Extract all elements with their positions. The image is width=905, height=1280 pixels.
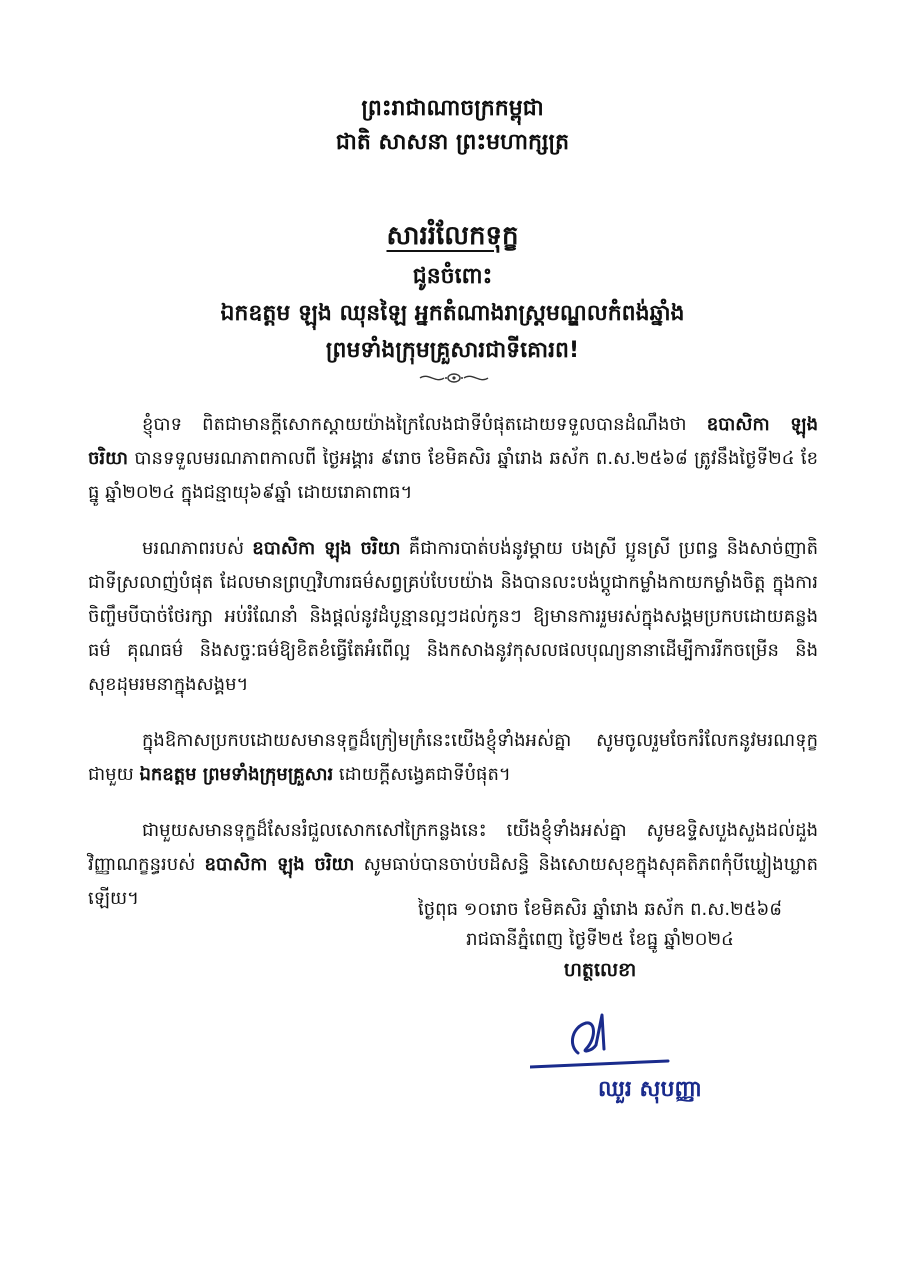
solar-date: រាជធានីភ្នំពេញ ថ្ងៃទី២៥ ខែធ្នូ ឆ្នាំ២០២៤ (466, 929, 734, 950)
letter-header (0, 92, 905, 160)
paragraph-text: ជាមួយសមានទុក្ខដ៏សែនរំជួលសោកសៅក្រៃកន្លងនេះ យើងខ្ញុំទាំងអស់គ្នា សូមឧទ្ទិសបួងសួងដល់ដួងវិញ្ញាណក្ខន្ធរបស់ (88, 820, 818, 875)
date-block (390, 895, 810, 985)
ornament-divider-icon (418, 370, 490, 386)
addressee-line-2: ព្រមទាំងក្រុមគ្រួសារជាទីគោរព! (325, 338, 580, 363)
paragraph-3 (88, 724, 818, 792)
paragraph-2 (88, 532, 818, 702)
letter-title-block (0, 216, 905, 256)
lunar-date: ថ្ងៃពុធ ១០រោច ខែមិគសិរ ឆ្នាំរោង ឆស័ក ព.ស.២៥៦៨ (418, 899, 782, 920)
addressee-line-1: ឯកឧត្តម ឡុង ឈុនឡៃ អ្នកតំណាងរាស្ត្រមណ្ឌលកំពង់ឆ្នាំង (220, 301, 685, 326)
paragraph-text: បានទទួលមរណភាពកាលពី ថ្ងៃអង្គារ ៩រោច ខែមិគសិរ ឆ្នាំរោង ឆស័ក ព.ស.២៥៦៨ ត្រូវនឹងថ្ងៃទី២៤ ខែធ្នូ ឆ្នាំ២០២៤ ក្នុងជន្មាយុ៦៩ឆ្នាំ ដោយរោគាពាធ។ (88, 448, 818, 503)
signer-name: ឈួរ សុបញ្ញា (598, 1077, 702, 1102)
paragraph-text: គឺជាការបាត់បង់នូវម្តាយ បងស្រី ប្អូនស្រី ប្រពន្ធ និងសាច់ញាតិជាទីស្រលាញ់បំផុត ដែលមានព្រហ្មវិហារធម៌សព្វគ្រប់បែបយ៉ាង និងបានលះបង់ប្តូជាកម្លាំងកាយកម្លាំងចិត្ត ក្នុងការចិញ្ចឹមបីបាច់ថែរក្សា អប់រំណែនាំ និងផ្តល់នូវដំបូន្មានល្អៗដល់កូនៗ ឱ្យមានការរួមរស់ក្នុងសង្គមប្រកបដោយគន្លងធម៌ គុណធម៌ និងសច្ចៈធម៌ឱ្យខិតខំធ្វើតែអំពើល្អ និងកសាងនូវកុសលផលបុណ្យនានាដើម្បីការរីកចម្រើន និងសុខដុមរមនាក្នុងសង្គម។ (88, 538, 818, 695)
paragraph-text: ដោយក្តីសង្វេគជាទីបំផុត។ (333, 764, 511, 785)
paragraph-text: ខ្ញុំបាទ ពិតជាមានក្តីសោកស្តាយយ៉ាងក្រៃលែងជាទីបំផុតដោយទទួលបានដំណឹងថា (142, 414, 707, 435)
addressee-to: ជូនចំពោះ (412, 264, 493, 289)
recipient-name: ឯកឧត្តម ព្រមទាំងក្រុមគ្រួសារ (139, 764, 334, 785)
addressee-block (0, 258, 905, 369)
page-title: សាររំលែកទុក្ខ (386, 221, 519, 251)
paragraph-text: មរណភាពរបស់ (142, 538, 253, 559)
paragraph-1 (88, 408, 818, 510)
deceased-name: ឧបាសិកា ឡុង ចរិយា (204, 854, 355, 875)
deceased-name: ឧបាសិកា ឡុង ចរិយា (252, 538, 401, 559)
deceased-name: ឧបាសិកា ឡុង ចរិយា (88, 414, 818, 469)
signature-label: ហត្ថលេខា (563, 959, 637, 981)
paragraph-text: ក្នុងឱកាសប្រកបដោយសមានទុក្ខដ៏ក្រៀមក្រំនេះយើងខ្ញុំទាំងអស់គ្នា សូមចូលរួមចែករំលែកនូវមរណទុក្ខជាមួយ (88, 730, 818, 785)
national-motto: ជាតិ សាសនា ព្រះមហាក្សត្រ (335, 130, 570, 155)
paragraph-text: សូមធាប់បានចាប់បដិសន្ធិ និងសោយសុខក្នុងសុគតិភពកុំបីឃ្លៀងឃ្លាតឡើយ។ (88, 854, 818, 909)
letter-body (88, 408, 818, 938)
signature-icon (530, 1005, 670, 1075)
kingdom-name: ព្រះរាជាណាចក្រកម្ពុជា (361, 96, 544, 121)
